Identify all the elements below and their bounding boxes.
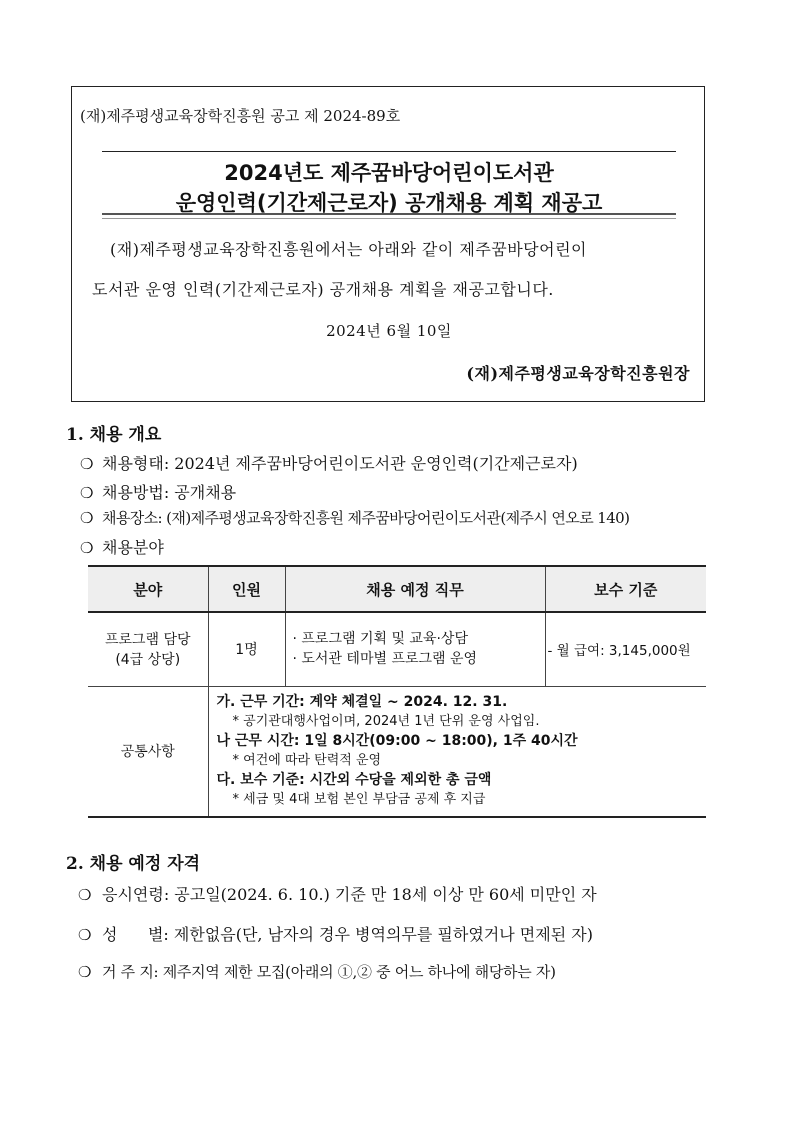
- duty-line: · 프로그램 기획 및 교육·상담: [292, 631, 468, 648]
- overview-item-field: [80, 535, 164, 558]
- notice-title-line2: 운영인력(기간제근로자) 공개채용 계획 재공고: [175, 191, 603, 215]
- overview-item-place: [80, 507, 629, 528]
- notice-paragraph-line1: (재)제주평생교육장학진흥원에서는 아래와 같이 제주꿈바당어린이: [110, 240, 588, 259]
- overview-item-method: [80, 480, 236, 503]
- notice-number: (재)제주평생교육장학진흥원 공고 제 2024-89호: [80, 107, 401, 125]
- recruitment-table: [88, 565, 706, 818]
- overview-item-type: [80, 451, 578, 474]
- circle-bullet-icon: ❍: [78, 886, 92, 904]
- circle-bullet-icon: ❍: [80, 484, 94, 502]
- column-header: 보수 기준: [545, 566, 706, 612]
- work-hours-note: * 여건에 따라 탄력적 운영: [232, 753, 382, 768]
- count-cell: 1명: [208, 612, 285, 686]
- table-row: [88, 612, 706, 686]
- column-header: 분야: [88, 566, 208, 612]
- work-hours-heading: 나 근무 시간: 1일 8시간(09:00 ~ 18:00), 1주 40시간: [216, 732, 578, 749]
- duty-cell: [285, 612, 545, 686]
- qualification-age: [78, 882, 597, 905]
- common-label-cell: 공통사항: [88, 686, 208, 817]
- circle-bullet-icon: ❍: [78, 963, 92, 981]
- title-rule-top: [102, 151, 676, 152]
- circle-bullet-icon: ❍: [80, 509, 93, 527]
- overview-item-text: 채용장소: (재)제주평생교육장학진흥원 제주꿈바당어린이도서관(제주시 연오로 140): [102, 509, 630, 527]
- duty-line: · 도서관 테마별 프로그램 운영: [292, 651, 478, 668]
- common-terms-cell: [208, 686, 706, 817]
- pay-standard-note: * 세금 및 4대 보험 본인 부담금 공제 후 지급: [232, 792, 486, 807]
- circle-bullet-icon: ❍: [80, 539, 94, 557]
- qualification-gender: [78, 922, 593, 945]
- work-period-heading: 가. 근무 기간: 계약 체결일 ~ 2024. 12. 31.: [216, 693, 508, 710]
- overview-item-text: 채용형태: 2024년 제주꿈바당어린이도서관 운영인력(기간제근로자): [102, 454, 578, 473]
- qualification-text: 응시연령: 공고일(2024. 6. 10.) 기준 만 18세 이상 만 60세 미만인 자: [102, 885, 597, 904]
- pay-cell: - 월 급여: 3,145,000원: [545, 612, 706, 686]
- field-grade: (4급 상당): [115, 652, 181, 669]
- field-cell: [88, 612, 208, 686]
- circle-bullet-icon: ❍: [78, 926, 92, 944]
- title-rule-bottom: [102, 213, 676, 219]
- circle-bullet-icon: ❍: [80, 455, 94, 473]
- section2-heading: 2. 채용 예정 자격: [66, 854, 201, 874]
- notice-issuer: (재)제주평생교육장학진흥원장: [466, 364, 690, 383]
- notice-date: 2024년 6월 10일: [326, 322, 452, 340]
- work-period-note: * 공기관대행사업이며, 2024년 1년 단위 운영 사업임.: [232, 714, 540, 729]
- notice-box: [71, 86, 705, 402]
- qualification-text: 거 주 지: 제주지역 제한 모집(아래의 ①,② 중 어느 하나에 해당하는 자): [102, 963, 556, 981]
- overview-item-text: 채용분야: [102, 538, 164, 557]
- column-header: 인원: [208, 566, 285, 612]
- overview-item-text: 채용방법: 공개채용: [102, 483, 237, 502]
- column-header: 채용 예정 직무: [285, 566, 545, 612]
- field-name: 프로그램 담당: [104, 632, 191, 649]
- table-header-row: [88, 566, 706, 612]
- notice-paragraph-line2: 도서관 운영 인력(기간제근로자) 공개채용 계획을 재공고합니다.: [92, 280, 554, 299]
- table-row: [88, 686, 706, 817]
- qualification-residence: [78, 961, 556, 982]
- notice-title-line1: 2024년도 제주꿈바당어린이도서관: [224, 161, 554, 185]
- qualification-text: 성 별: 제한없음(단, 남자의 경우 병역의무를 필하였거나 면제된 자): [102, 925, 593, 944]
- section1-heading: 1. 채용 개요: [66, 425, 162, 445]
- pay-standard-heading: 다. 보수 기준: 시간외 수당을 제외한 총 금액: [216, 771, 492, 788]
